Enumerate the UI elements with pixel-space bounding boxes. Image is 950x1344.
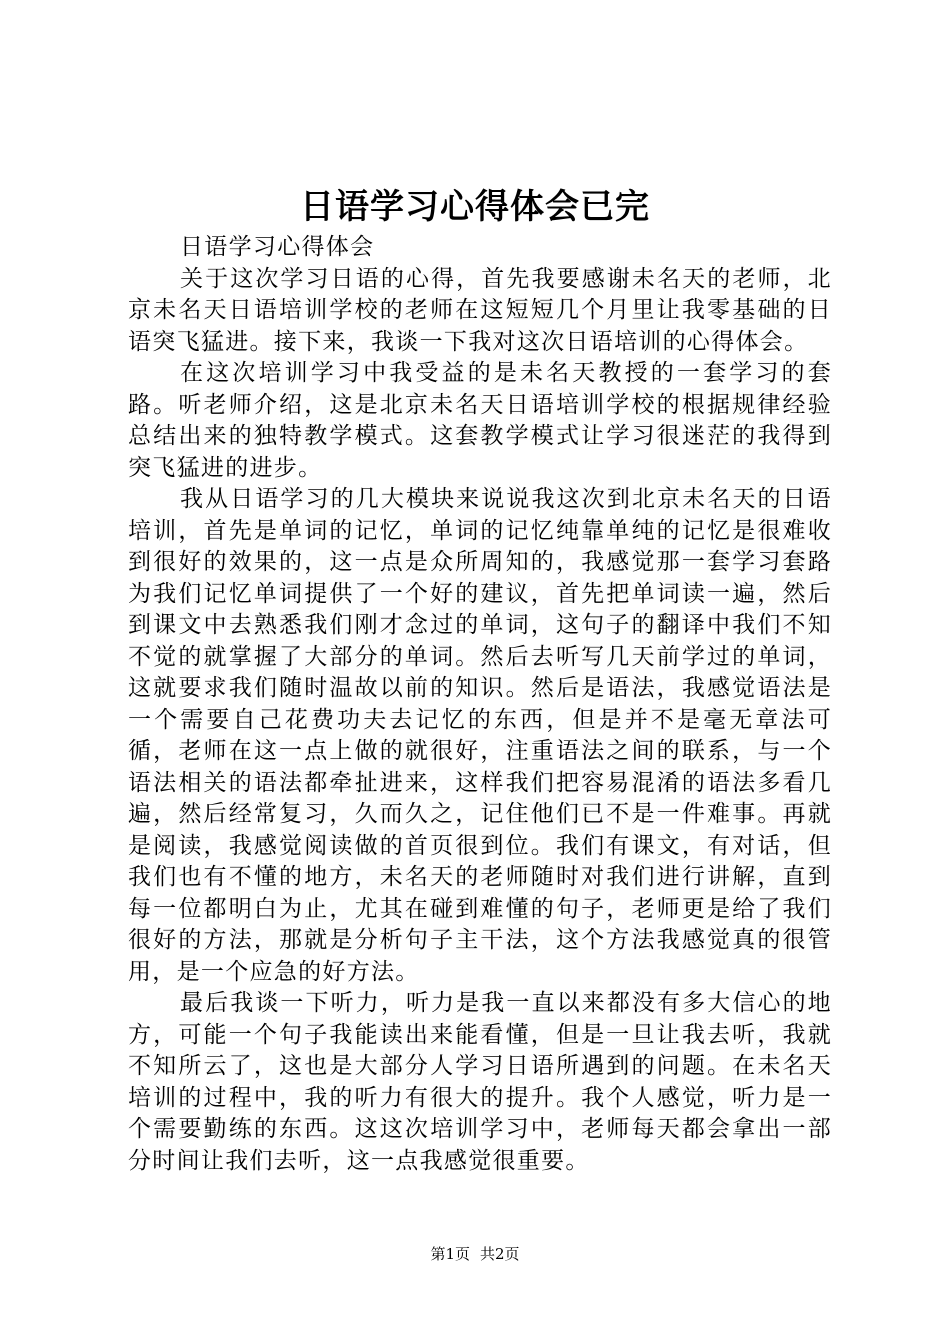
document-body <box>128 232 832 1177</box>
paragraph-3: 我从日语学习的几大模块来说说我这次到北京未名天的日语培训，首先是单词的记忆，单词的记忆纯靠单纯的记忆是很难收到很好的效果的，这一点是众所周知的，我感觉那一套学习套路为我们记忆单词提供了一个好的建议，首先把单词读一遍，然后到课文中去熟悉我们刚才念过的单词，这句子的翻译中我们不知不觉的就掌握了大部分的单词。然后去听写几天前学过的单词，这就要求我们随时温故以前的知识。然后是语法，我感觉语法是一个需要自己花费功夫去记忆的东西，但是并不是毫无章法可循，老师在这一点上做的就很好，注重语法之间的联系，与一个语法相关的语法都牵扯进来，这样我们把容易混淆的语法多看几遍，然后经常复习，久而久之，记住他们已不是一件难事。再就是阅读，我感觉阅读做的首页很到位。我们有课文，有对话，但我们也有不懂的地方，未名天的老师随时对我们进行讲解，直到每一位都明白为止，尤其在碰到难懂的句子，老师更是给了我们很好的方法，那就是分析句子主干法，这个方法我感觉真的很管用，是一个应急的好方法。 <box>128 486 832 985</box>
page-footer <box>0 1244 950 1264</box>
paragraph-4: 最后我谈一下听力，听力是我一直以来都没有多大信心的地方，可能一个句子我能读出来能看懂，但是一旦让我去听，我就不知所云了，这也是大部分人学习日语所遇到的问题。在未名天培训的过程中，我的听力有很大的提升。我个人感觉，听力是一个需要勤练的东西。这这次培训学习中，老师每天都会拿出一部分时间让我们去听，这一点我感觉很重要。 <box>128 990 832 1174</box>
document-subtitle: 日语学习心得体会 <box>180 234 375 260</box>
page-number: 第1页 <box>430 1245 470 1263</box>
paragraph-2: 在这次培训学习中我受益的是未名天教授的一套学习的套路。听老师介绍，这是北京未名天日语培训学校的根据规律经验总结出来的独特教学模式。这套教学模式让学习很迷茫的我得到突飞猛进的进步。 <box>128 360 832 481</box>
document-title: 日语学习心得体会已完 <box>300 187 650 227</box>
page-total: 共2页 <box>480 1245 520 1263</box>
paragraph-1: 关于这次学习日语的心得，首先我要感谢未名天的老师，北京未名天日语培训学校的老师在这短短几个月里让我零基础的日语突飞猛进。接下来，我谈一下我对这次日语培训的心得体会。 <box>128 265 832 355</box>
